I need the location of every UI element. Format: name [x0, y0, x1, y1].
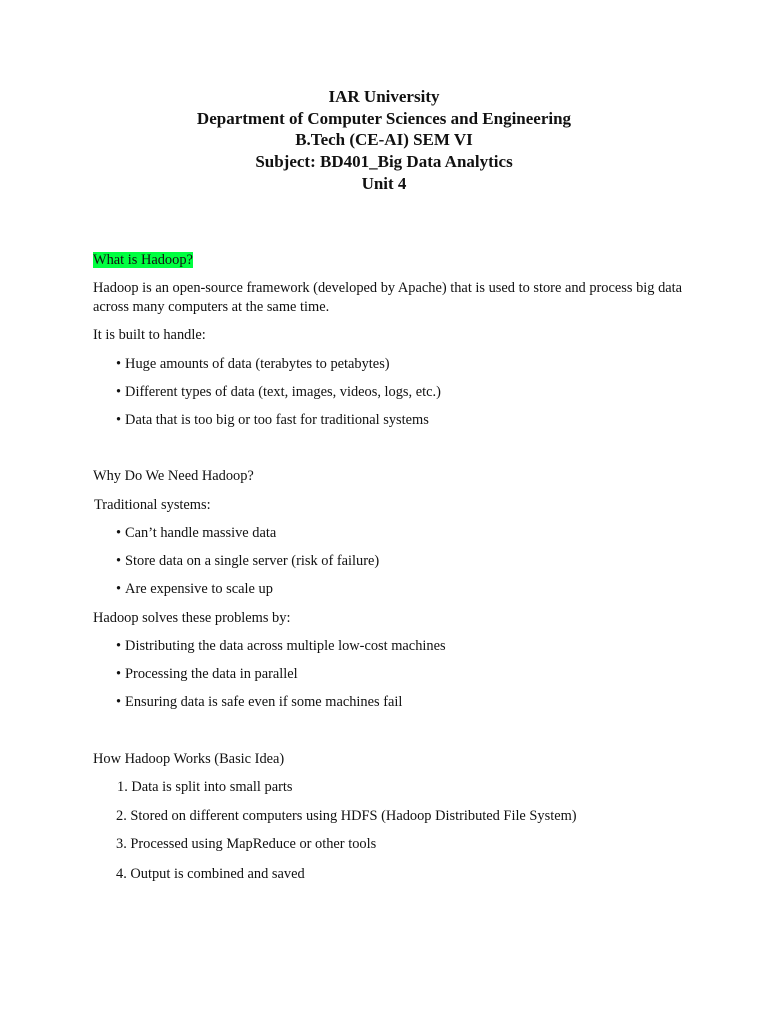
document-header	[0, 86, 768, 195]
list-item: • Data that is too big or too fast for traditional systems	[116, 412, 429, 428]
bullet-icon: •	[116, 581, 122, 597]
subject-name: Subject: BD401_Big Data Analytics	[255, 152, 513, 172]
list-item: • Distributing the data across multiple low-cost machines	[116, 638, 446, 654]
numbered-step: 1. Data is split into small parts	[117, 779, 293, 795]
bullet-icon: •	[116, 553, 122, 569]
section-heading-why-hadoop: Why Do We Need Hadoop?	[93, 468, 254, 484]
bullet-icon: •	[116, 694, 122, 710]
list-item: • Can’t handle massive data	[116, 525, 277, 541]
list-item: • Ensuring data is safe even if some machines fail	[116, 694, 403, 710]
bullet-icon: •	[116, 525, 122, 541]
numbered-step: 3. Processed using MapReduce or other tools	[116, 836, 377, 852]
section-heading-how-hadoop-works: How Hadoop Works (Basic Idea)	[93, 751, 285, 767]
highlighted-heading: What is Hadoop?	[93, 252, 193, 268]
traditional-systems-intro: Traditional systems:	[94, 497, 211, 513]
bullet-icon: •	[116, 356, 122, 372]
list-item: • Processing the data in parallel	[116, 666, 298, 682]
built-to-handle-intro: It is built to handle:	[93, 327, 206, 343]
list-item: • Store data on a single server (risk of failure)	[116, 553, 380, 569]
numbered-step: 4. Output is combined and saved	[116, 866, 305, 882]
hadoop-definition-paragraph: Hadoop is an open-source framework (developed by Apache) that is used to store and process big data across many computers at the same time.	[93, 280, 683, 315]
bullet-icon: •	[116, 666, 122, 682]
hadoop-solves-intro: Hadoop solves these problems by:	[93, 610, 291, 626]
bullet-icon: •	[116, 384, 122, 400]
department-name: Department of Computer Sciences and Engineering	[196, 108, 572, 128]
bullet-icon: •	[116, 638, 122, 654]
list-item: • Different types of data (text, images, videos, logs, etc.)	[116, 384, 441, 400]
program-name: B.Tech (CE-AI) SEM VI	[295, 130, 473, 150]
section-heading-what-is-hadoop	[93, 251, 193, 270]
bullet-icon: •	[116, 412, 122, 428]
university-name: IAR University	[328, 87, 440, 106]
list-item: • Are expensive to scale up	[116, 581, 273, 597]
numbered-step: 2. Stored on different computers using HDFS (Hadoop Distributed File System)	[116, 808, 577, 824]
list-item: • Huge amounts of data (terabytes to petabytes)	[116, 356, 390, 372]
unit-name: Unit 4	[361, 173, 407, 193]
